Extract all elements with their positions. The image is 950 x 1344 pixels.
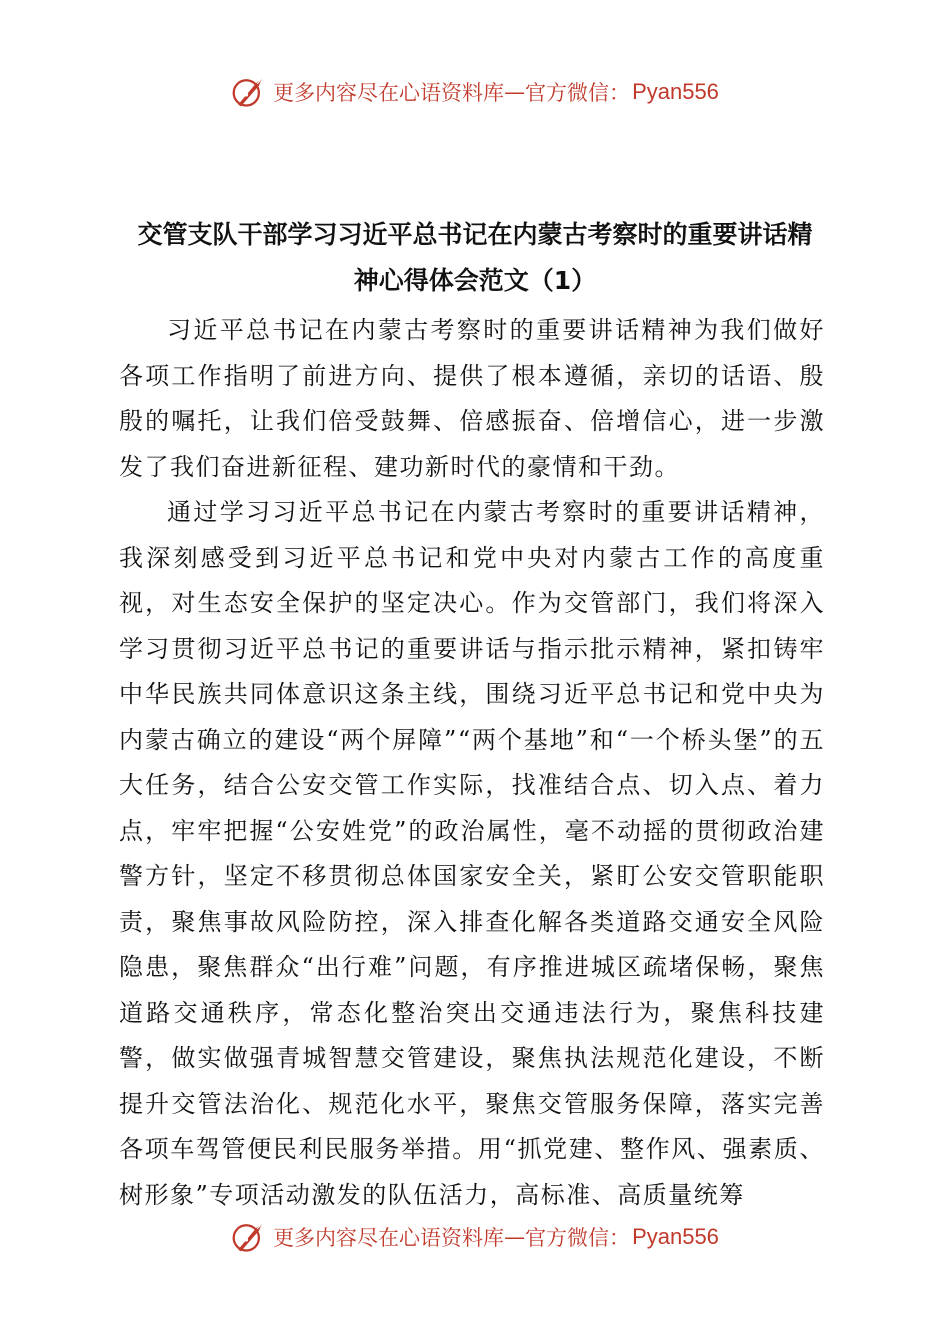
banner-dash: —	[504, 80, 526, 104]
paragraph-1: 习近平总书记在内蒙古考察时的重要讲话精神为我们做好各项工作指明了前进方向、提供了根本遵循，亲切的话语、殷殷的嘱托，让我们倍受鼓舞、倍感振奋、倍增信心，进一步激发了我们奋进新征程、建功新时代的豪情和干劲。	[119, 316, 825, 481]
document-title	[110, 212, 840, 304]
banner-handle: Pyan556	[632, 79, 719, 104]
banner-text: 更多内容尽在心语资料库	[273, 81, 505, 105]
title-line-2: 神心得体会范文（1）	[353, 266, 597, 295]
document-body	[119, 308, 825, 1218]
fountain-pen-logo-icon	[231, 74, 267, 110]
banner-dash: —	[504, 1225, 526, 1249]
banner-wechat-label: 官方微信：	[525, 1226, 631, 1250]
banner-text: 更多内容尽在心语资料库	[273, 1226, 505, 1250]
fountain-pen-logo-icon	[231, 1219, 267, 1255]
header-watermark-banner	[0, 70, 950, 114]
banner-wechat-label: 官方微信：	[525, 81, 631, 105]
footer-watermark-banner	[0, 1215, 950, 1259]
title-line-1: 交管支队干部学习习近平总书记在内蒙古考察时的重要讲话精	[137, 220, 813, 249]
paragraph-2: 通过学习习近平总书记在内蒙古考察时的重要讲话精神，我深刻感受到习近平总书记和党中央对内蒙古工作的高度重视，对生态安全保护的坚定决心。作为交管部门，我们将深入学习贯彻习近平总书记的重要讲话与指示批示精神，紧扣铸牢中华民族共同体意识这条主线，围绕习近平总书记和党中央为内蒙古确立的建设“两个屏障”“两个基地”和“一个桥头堡”的五大任务，结合公安交管工作实际，找准结合点、切入点、着力点，牢牢把握“公安姓党”的政治属性，毫不动摇的贯彻政治建警方针，坚定不移贯彻总体国家安全关，紧盯公安交管职能职责，聚焦事故风险防控，深入排查化解各类道路交通安全风险隐患，聚焦群众“出行难”问题，有序推进城区疏堵保畅，聚焦道路交通秩序，常态化整治突出交通违法行为，聚焦科技建警，做实做强青城智慧交管建设，聚焦执法规范化建设，不断提升交管法治化、规范化水平，聚焦交管服务保障，落实完善各项车驾管便民利民服务举措。用“抓党建、整作风、强素质、树形象”专项活动激发的队伍活力，高标准、高质量统筹	[119, 498, 825, 1209]
banner-handle: Pyan556	[632, 1224, 719, 1249]
